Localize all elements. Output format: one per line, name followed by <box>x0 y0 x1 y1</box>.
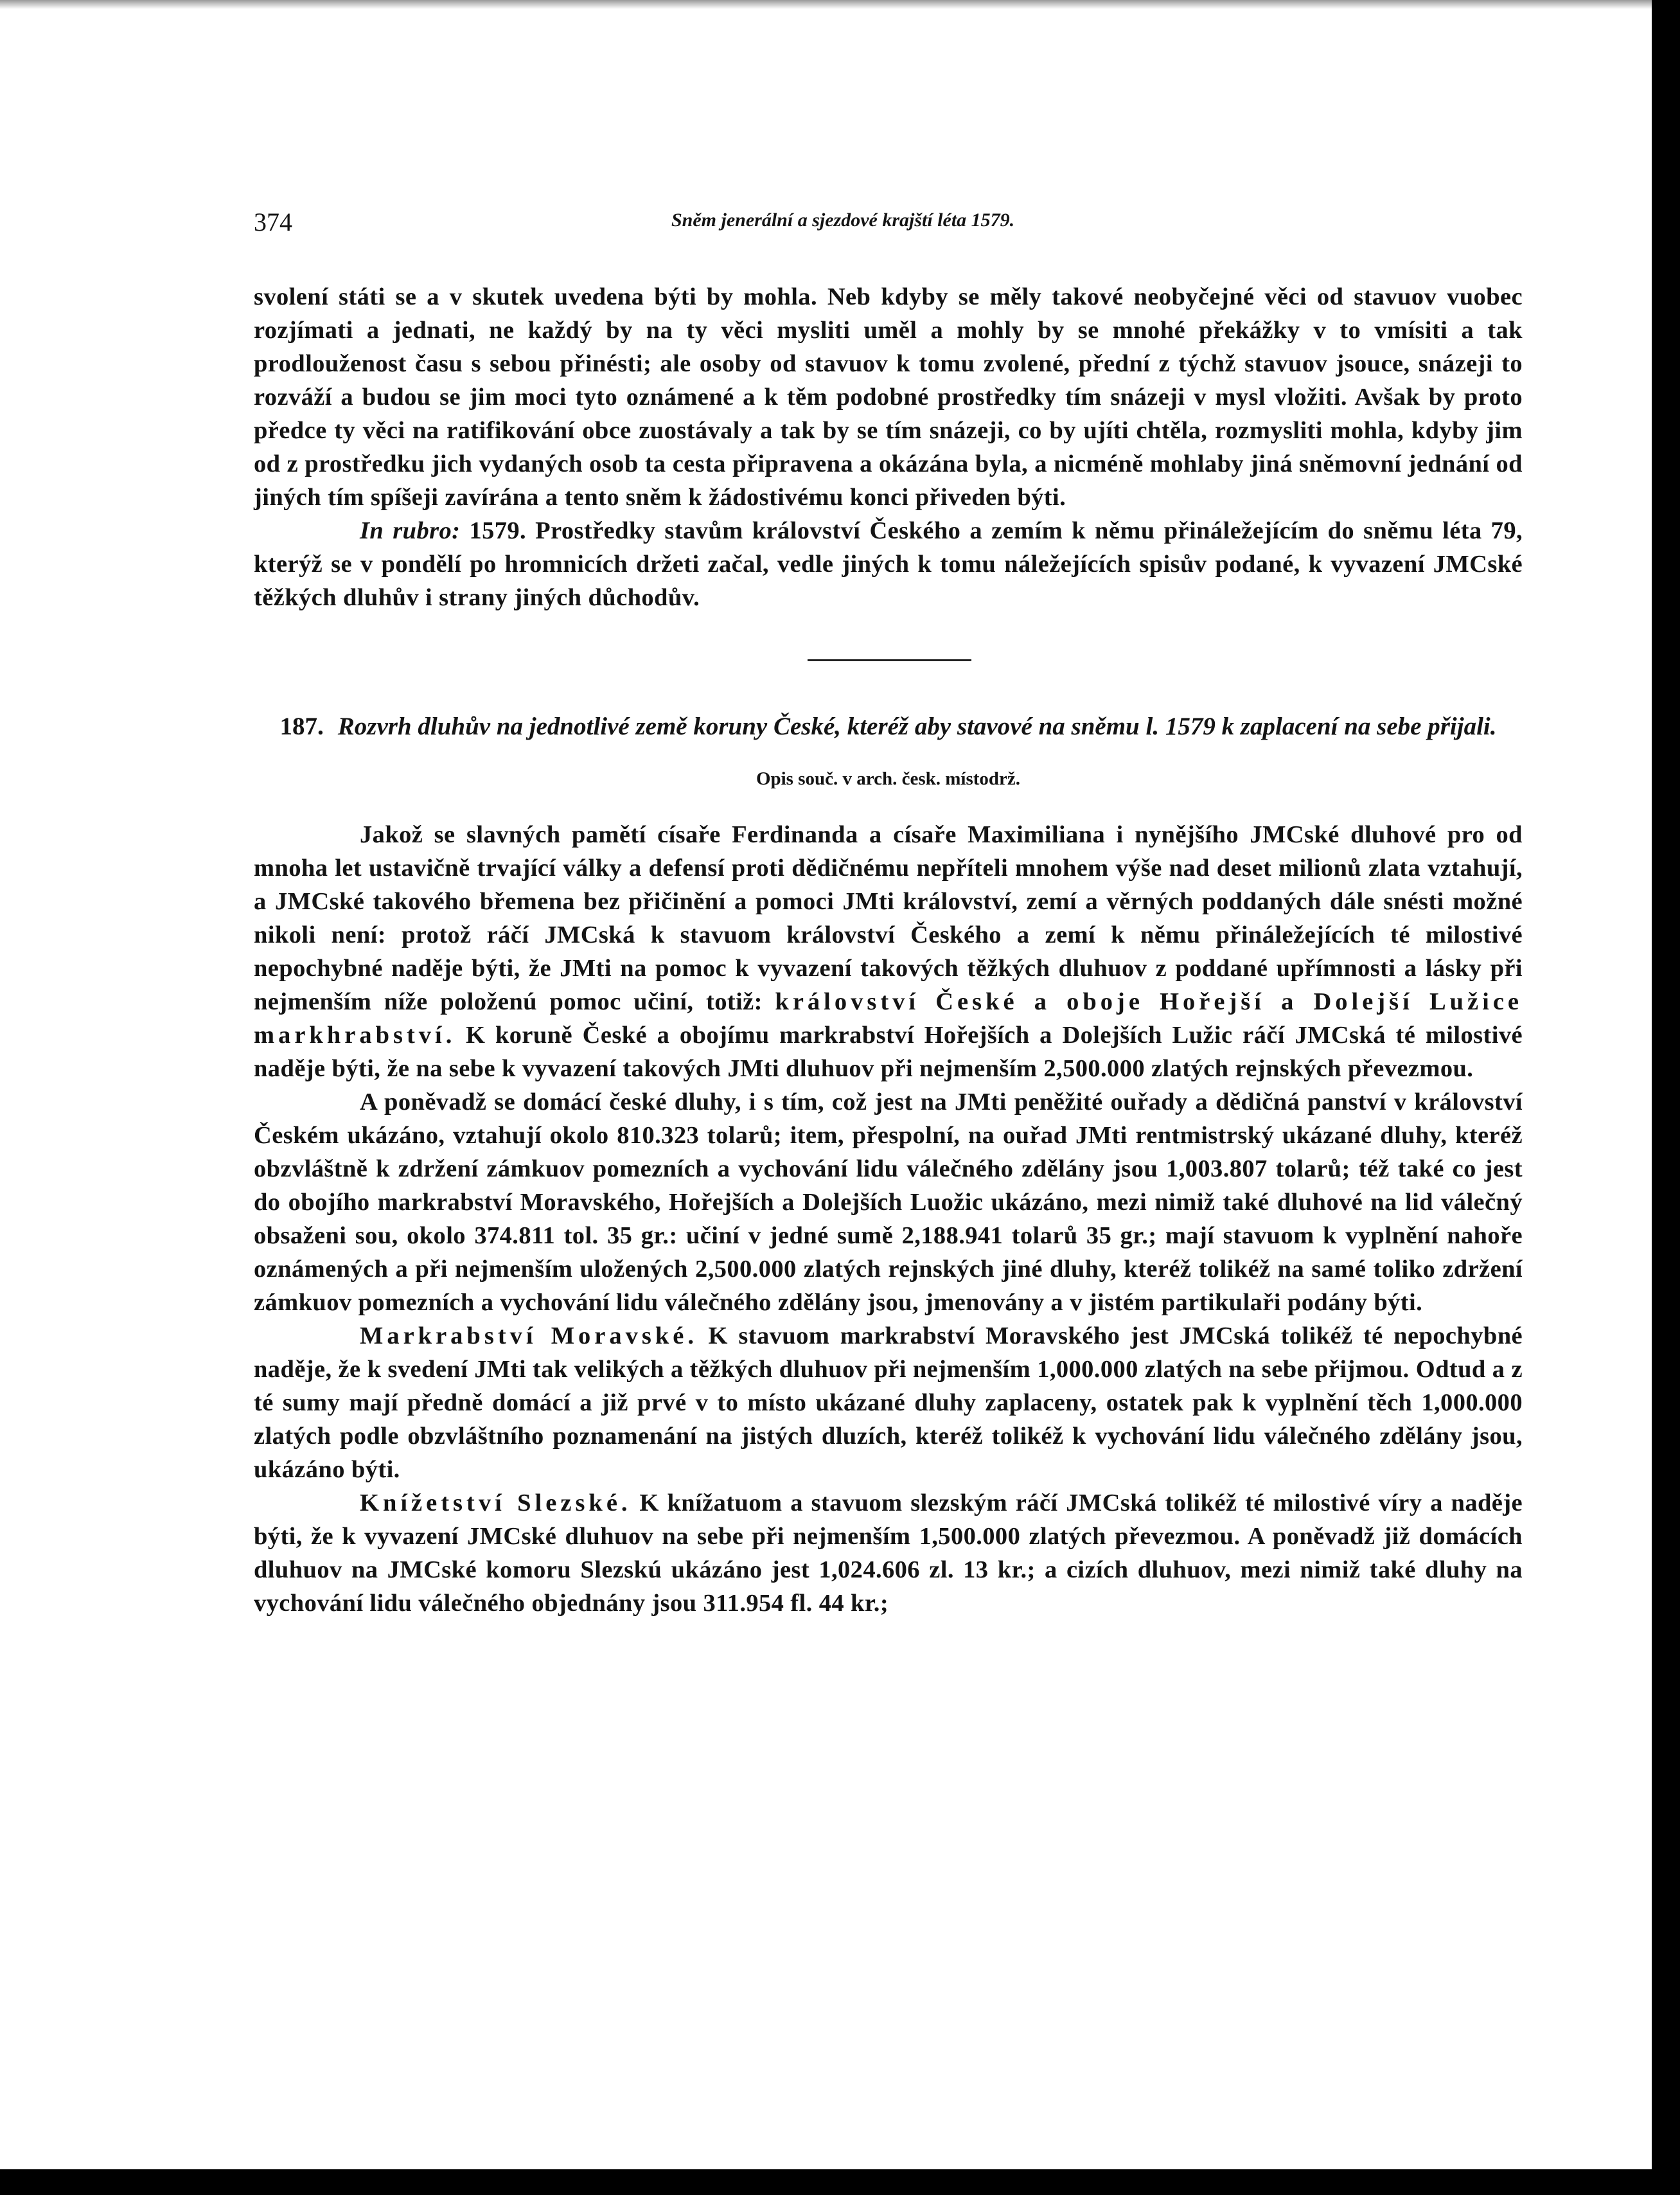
section-moravia: Markrabství Moravské. <box>360 1322 698 1349</box>
rubro-paragraph <box>254 514 1523 614</box>
p1-spaced: království České a oboje Hořejší a Dolejší Lužice markhrabství. <box>254 988 1523 1049</box>
p1-before: Jakož se slavných pamětí císaře Ferdinanda a císaře Maximiliana i nynějšího JMCské dluhové pro od mnoha let ustavičně trvající války a defensí proti dědičnému nepříteli mnohem výše nad deset milionů zlata vztahují, a JMCské takového břemena bez přičinění a pomoci JMti království, zemí a věrných poddaných dále snésti možné nikoli není: protož ráčí JMCská k stavuom království Českého a zemí k němu přináležejících té milostivé nepochybné naděje býti, že JMti na pomoc k vyvazení takových těžkých dluhuov z poddané upřímnosti a lásky při nejmenším níže položenú pomoc učiní, totiž: <box>254 821 1523 1015</box>
continuation-paragraph: svolení státi se a v skutek uvedena býti by mohla. Neb kdyby se měly takové neobyčejné věci od stavuov vuobec rozjímati a jednati, ne každý by na ty věci mysliti uměl a mohly by se mnohé překážky v to vmísiti a tak prodlouženost času s sebou přinésti; ale osoby od stavuov k tomu zvolené, přední z týchž stavuov jsouce, snázeji to rozváží a budou se jim moci tyto oznámené a k těm podobné prostředky tím snázeji v mysl vložiti. Avšak by proto předce ty věci na ratifikování obce zuostávaly a tak by se tím snázeji, co by ujíti chtěla, rozmysliti mohla, kdyby jim od z prostředku jich vydaných osob ta cesta připravena a okázána byla, a nicméně mohlaby jiná sněmovní jednání od jiných tím spíšeji zavírána a tento sněm k žádostivému konci přiveden býti. <box>254 283 1523 511</box>
document-number: 187. <box>279 713 324 740</box>
section-divider <box>808 659 971 661</box>
body-paragraph-4 <box>254 1486 1523 1620</box>
body-paragraph-3 <box>254 1319 1523 1486</box>
scan-edge-right <box>1652 0 1680 2195</box>
rubro-text: 1579. Prostředky stavům království Českého a zemím k němu přináležejícím do sněmu léta 79, kterýž se v pondělí po hromnicích držeti začal, vedle jiných k tomu náležejících spisův podané, k vyvazení JMCské těžkých dluhův i strany jiných důchodův. <box>254 517 1523 611</box>
rubro-label: In rubro: <box>360 517 461 544</box>
running-head <box>254 193 1523 244</box>
scan-edge-top <box>0 0 1680 9</box>
p1-after: K koruně České a obojímu markrabství Hořejších a Dolejších Lužic ráčí JMCská té milostivé naděje býti, že na sebe k vyvazení takových JMti dluhuov při nejmenším 2,500.000 zlatých rejnských převezmou. <box>254 1022 1523 1082</box>
book-page <box>254 193 1523 1620</box>
p3-text: K stavuom markrabství Moravského jest JMCská tolikéž té nepochybné naděje, že k svedení JMti tak velikých a těžkých dluhuov při nejmenším 1,000.000 zlatých na sebe přijmou. Odtud a z té sumy mají předně domácí a již prvé v to místo ukázané dluhy zaplaceny, ostatek pak k vyplnění těch 1,000.000 zlatých podle obzvláštního poznamenání na jistých dluzích, kteréž tolikéž k vychování lidu válečného zdělány jsou, ukázáno býti. <box>254 1322 1523 1483</box>
document-body <box>254 818 1523 1620</box>
p4-text: K knížatuom a stavuom slezským ráčí JMCská tolikéž té milostivé víry a naděje býti, že k vyvazení JMCské dluhuov na sebe při nejmenším 1,500.000 zlatých převezmou. A poněvadž již domácích dluhuov na JMCské komoru Slezskú ukázáno jest 1,024.606 zl. 13 kr.; a cizích dluhuov, mezi nimiž také dluhy na vychování lidu válečného objednány jsou 311.954 fl. 44 kr.; <box>254 1489 1523 1617</box>
document-title: Rozvrh dluhův na jednotlivé země koruny České, kteréž aby stavové na sněmu l. 1579 k zaplacení na sebe přijali. <box>337 713 1497 740</box>
running-title: Sněm jenerální a sjezdové krajští léta 1579. <box>671 209 1015 231</box>
document-heading <box>254 709 1523 744</box>
body-paragraph-1 <box>254 818 1523 1085</box>
body-paragraph-2: A poněvadž se domácí české dluhy, i s tím, což jest na JMti peněžité ouřady a dědičná panství v království Českém ukázáno, vztahují okolo 810.323 tolarů; item, přespolní, na ouřad JMti rentmistrský ukázané dluhy, kteréž obzvláštně k zdržení zámkuov pomezních a vychování lidu válečného zdělány jsou 1,003.807 tolarů; též také co jest do obojího markrabství Moravského, Hořejších a Dolejších Luožic ukázáno, mezi nimiž také dluhové na lid válečný obsaženi sou, okolo 374.811 tol. 35 gr.: učiní v jedné sumě 2,188.941 tolarů 35 gr.; mají stavuom k vyplnění nahoře oznámených a při nejmenším uložených 2,500.000 zlatých rejnských jiné dluhy, kteréž tolikéž na samé toliko zdržení zámkuov pomezních a vychování lidu válečného zdělány jsou, jmenovány a v jistém partikulaři podány býti. <box>254 1089 1523 1316</box>
continuation-text <box>254 280 1523 614</box>
scan-edge-bottom <box>0 2169 1680 2195</box>
section-silesia: Knížetství Slezské. <box>360 1489 632 1516</box>
page-number: 374 <box>254 208 292 236</box>
document-source: Opis souč. v arch. česk. místodrž. <box>756 769 1021 789</box>
